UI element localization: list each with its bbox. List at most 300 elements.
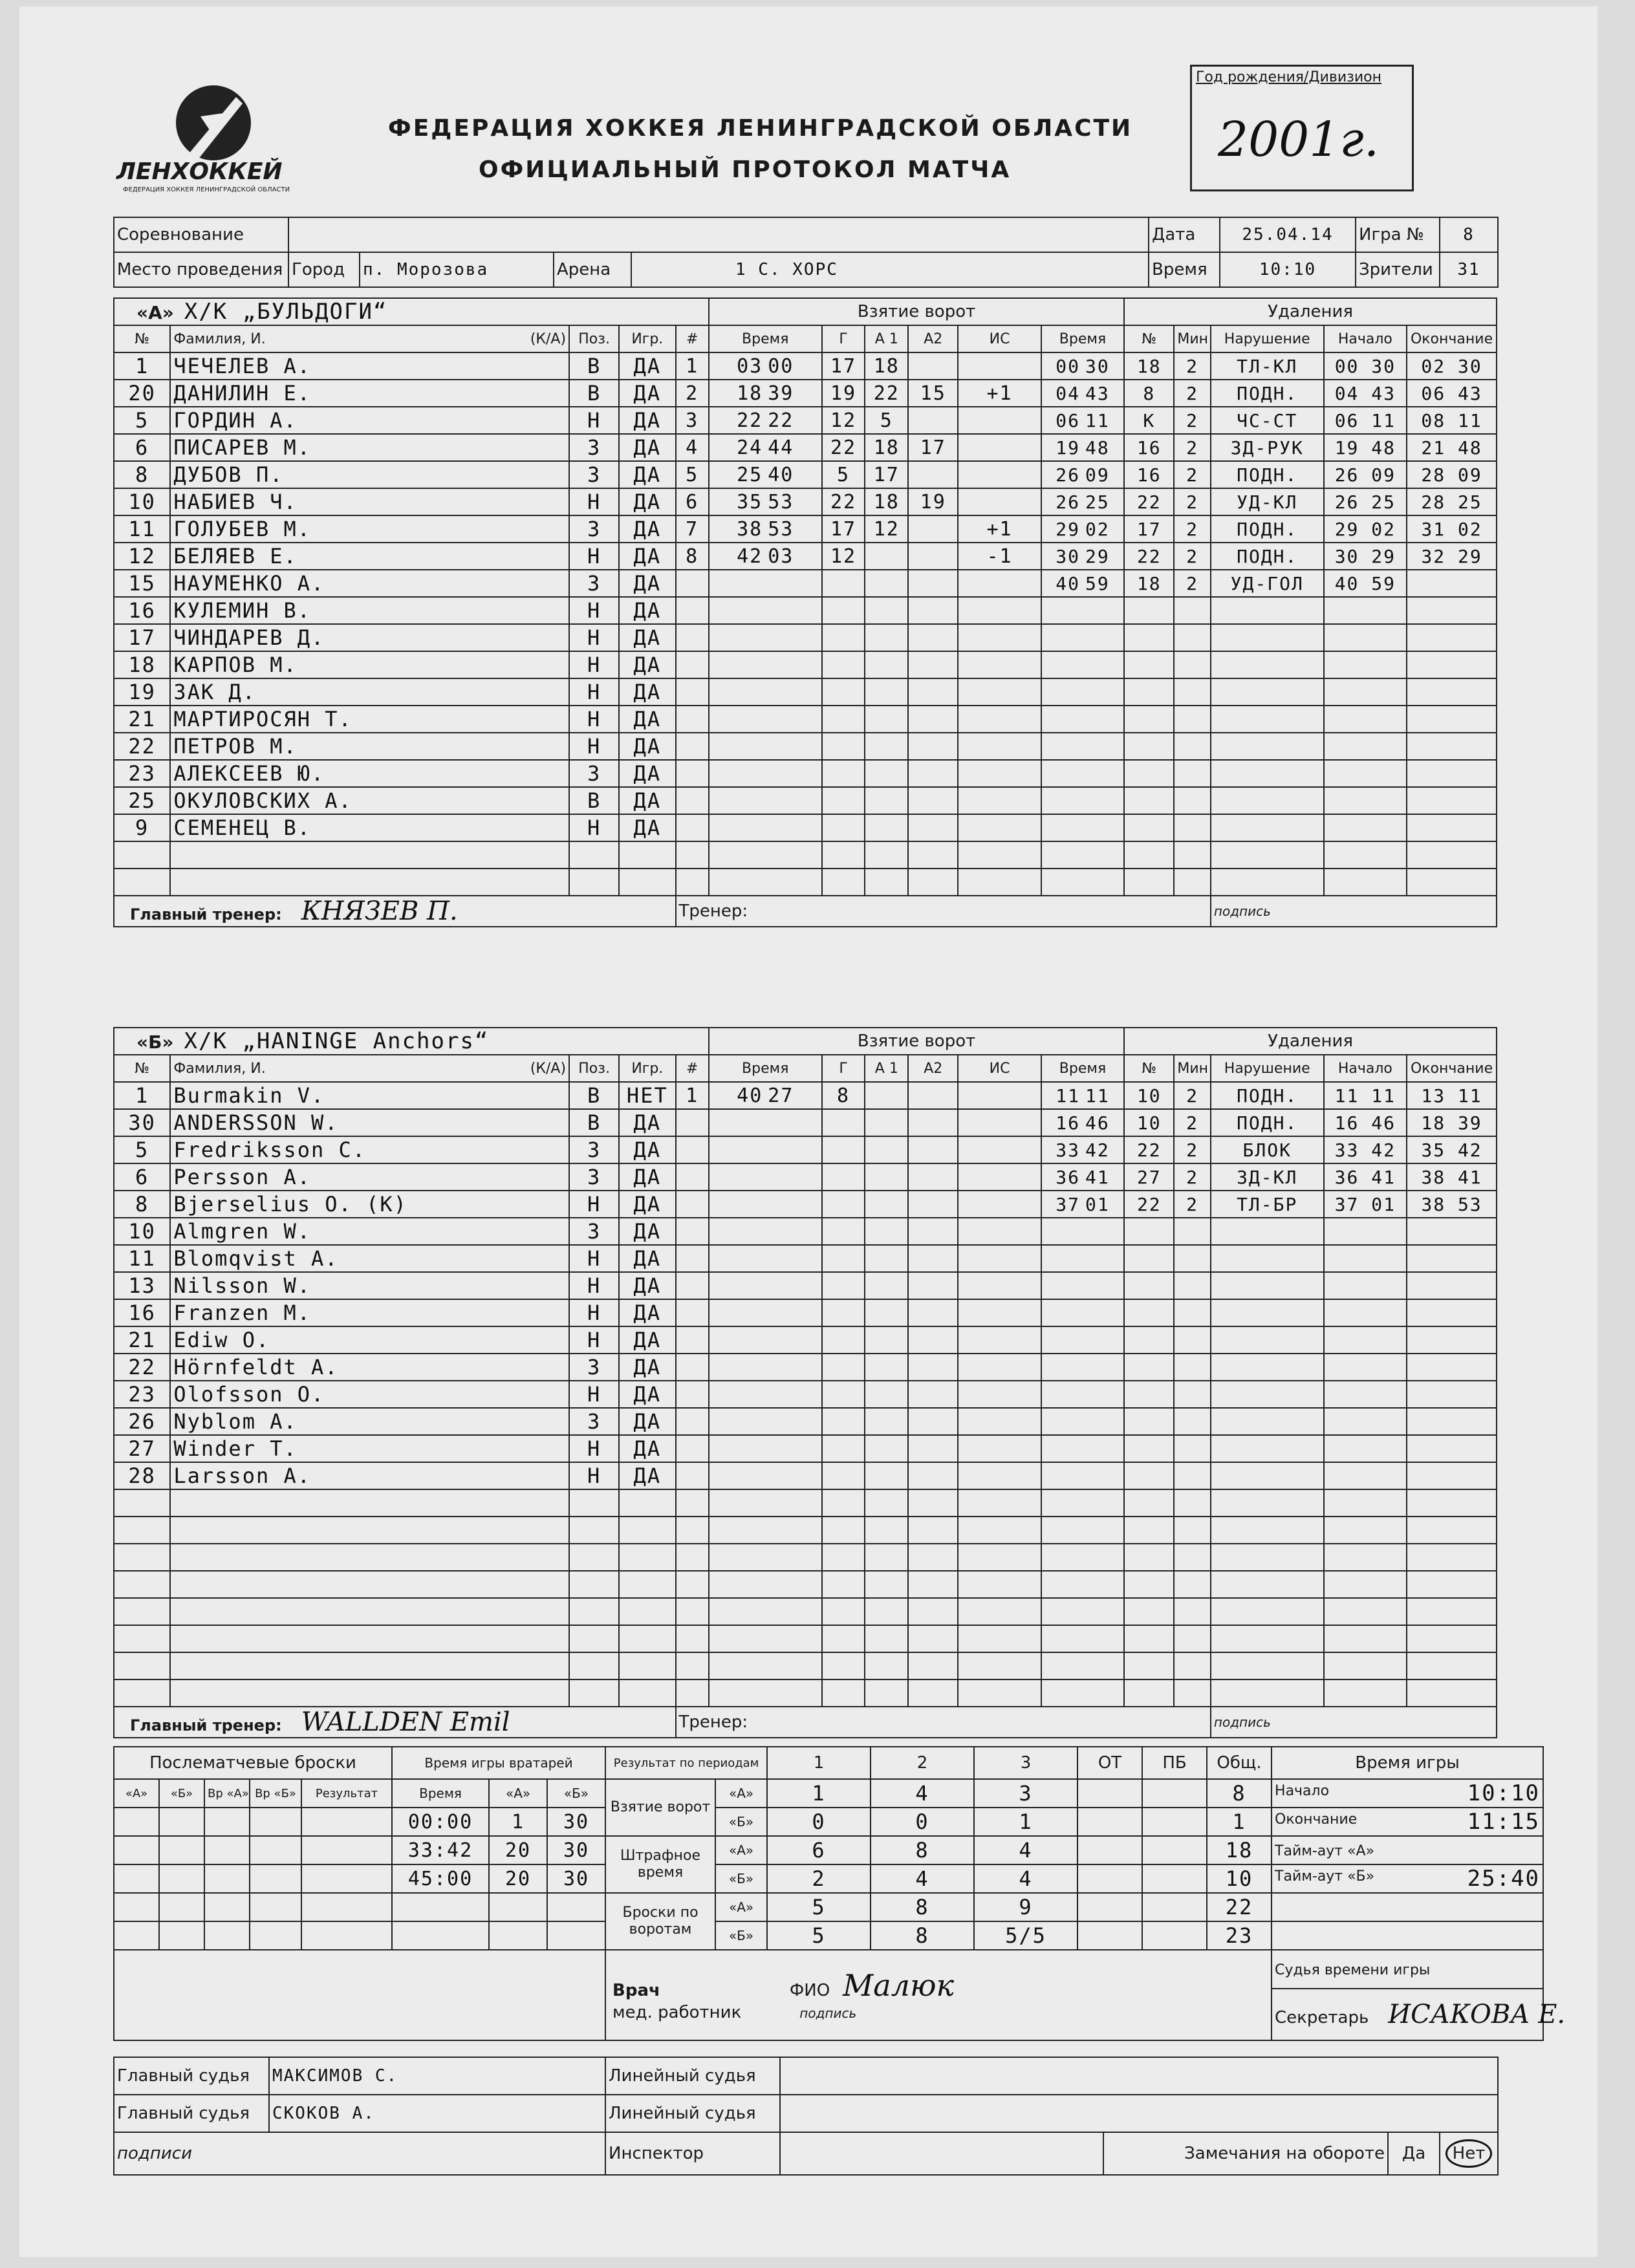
pen-start — [1324, 1326, 1407, 1354]
goal-assist2 — [908, 1517, 958, 1544]
pen-player — [1124, 706, 1174, 733]
player-position — [569, 1598, 619, 1625]
goal-assist1 — [865, 624, 908, 651]
player-name — [170, 1489, 569, 1517]
goal-time — [709, 706, 822, 733]
player-number: 12 — [114, 543, 170, 570]
goal-assist1 — [865, 1245, 908, 1272]
goal-assist1 — [865, 597, 908, 624]
player-number — [114, 869, 170, 896]
goal-scorer — [822, 1462, 865, 1489]
shootout-label: Послематчевые броски — [114, 1747, 392, 1779]
summary-value — [1077, 1921, 1142, 1950]
goal-assist1: 17 — [865, 461, 908, 488]
player-position: Н — [569, 1381, 619, 1408]
pen-end — [1407, 1571, 1497, 1598]
player-number: 28 — [114, 1462, 170, 1489]
gk-cell: 20 — [489, 1836, 547, 1864]
player-number — [114, 1679, 170, 1707]
gk-time-label: Время игры вратарей — [392, 1747, 605, 1779]
goal-assist2 — [908, 1163, 958, 1191]
goal-scorer: 17 — [822, 352, 865, 380]
pen-time — [1041, 434, 1125, 461]
pen-time — [1041, 1082, 1125, 1109]
goal-assist2 — [908, 1299, 958, 1326]
goal-assist2 — [908, 1381, 958, 1408]
goal-num — [676, 1136, 709, 1163]
player-position — [569, 1571, 619, 1598]
pen-infraction: УД-КЛ — [1211, 488, 1324, 515]
player-name: КАРПОВ М. — [170, 651, 569, 678]
goal-time — [709, 1462, 822, 1489]
team_a-name: Х/К „БУЛЬДОГИ“ — [184, 299, 388, 325]
goal-situation — [958, 597, 1041, 624]
player-name: ANDERSSON W. — [170, 1109, 569, 1136]
game-time-cell — [1272, 1836, 1543, 1864]
pen-minutes — [1174, 597, 1211, 624]
goal-situation — [958, 1354, 1041, 1381]
goal-scorer — [822, 1191, 865, 1218]
shootout-cell — [204, 1921, 250, 1950]
player-number — [114, 1652, 170, 1679]
pen-end: 13 11 — [1407, 1082, 1497, 1109]
player-position: З — [569, 760, 619, 787]
goal-situation — [958, 1381, 1041, 1408]
team_a-row — [114, 434, 1497, 461]
goal-num — [676, 1489, 709, 1517]
pen-player: 8 — [1124, 380, 1174, 407]
pen-end — [1407, 1354, 1497, 1381]
summary-group-label: Броски по воротам — [605, 1893, 715, 1950]
goal-num — [676, 1435, 709, 1462]
remarks-label: Замечания на обороте — [1103, 2132, 1388, 2175]
doctor-signature-label: подпись — [799, 2005, 857, 2021]
player-name — [170, 1544, 569, 1571]
pen-minutes — [1174, 624, 1211, 651]
pen-end: 18 39 — [1407, 1109, 1497, 1136]
player-played — [619, 1544, 675, 1571]
goal-assist1: 18 — [865, 488, 908, 515]
goal-num — [676, 1544, 709, 1571]
pen-infraction — [1211, 1489, 1324, 1517]
team_a-head-coach-cell — [114, 896, 676, 927]
summary-value: 8 — [871, 1921, 974, 1950]
pen-time — [1041, 1462, 1125, 1489]
goal-num — [676, 1109, 709, 1136]
player-number: 25 — [114, 787, 170, 814]
competition-value — [288, 217, 1149, 252]
year-value: 2001г. — [1218, 112, 1380, 167]
goal-num — [676, 678, 709, 706]
shootout-col-1: «Б» — [159, 1779, 204, 1808]
goal-num — [676, 733, 709, 760]
pen-time — [1041, 1625, 1125, 1652]
goal-situation — [958, 1462, 1041, 1489]
team_b-head-coach-label: Главный тренер: — [130, 1716, 282, 1734]
pen-minutes — [1174, 841, 1211, 869]
summary-value: 23 — [1207, 1921, 1272, 1950]
goal-num — [676, 1381, 709, 1408]
team_a-col-name — [170, 325, 569, 352]
pen-infraction — [1211, 1462, 1324, 1489]
shootout-cell — [114, 1864, 159, 1893]
spectators-value: 31 — [1440, 252, 1498, 287]
pen-minutes — [1174, 1381, 1211, 1408]
player-played: ДА — [619, 1163, 675, 1191]
player-name: ДАНИЛИН Е. — [170, 380, 569, 407]
goal-min: 42 — [737, 545, 763, 568]
goal-assist2 — [908, 1625, 958, 1652]
pen-end — [1407, 787, 1497, 814]
time-label: Время — [1149, 252, 1220, 287]
pen-time — [1041, 760, 1125, 787]
player-name: Blomqvist A. — [170, 1245, 569, 1272]
team_b-col-goal-time: Время — [709, 1055, 822, 1082]
pen-end — [1407, 1218, 1497, 1245]
summary-value: 5/5 — [974, 1921, 1077, 1950]
pen-infraction: БЛОК — [1211, 1136, 1324, 1163]
goal-assist1: 5 — [865, 407, 908, 434]
goal-time — [709, 1326, 822, 1354]
pen-infraction: УД-ГОЛ — [1211, 570, 1324, 597]
pen-player — [1124, 1544, 1174, 1571]
team_a-row — [114, 651, 1497, 678]
goal-assist2 — [908, 1191, 958, 1218]
summary-value — [1077, 1836, 1142, 1864]
shootout-cell — [159, 1808, 204, 1836]
goal-situation — [958, 787, 1041, 814]
summary-value — [1142, 1921, 1207, 1950]
goal-scorer — [822, 706, 865, 733]
pen-infraction — [1211, 651, 1324, 678]
pen-player: 27 — [1124, 1163, 1174, 1191]
summary-value: 18 — [1207, 1836, 1272, 1864]
goal-assist1 — [865, 787, 908, 814]
goal-scorer: 22 — [822, 488, 865, 515]
goal-assist1 — [865, 1408, 908, 1435]
player-played: ДА — [619, 597, 675, 624]
player-played: ДА — [619, 515, 675, 543]
goal-situation — [958, 1109, 1041, 1136]
goal-num — [676, 1326, 709, 1354]
goal-situation — [958, 1326, 1041, 1354]
goal-assist2 — [908, 787, 958, 814]
player-number — [114, 1571, 170, 1598]
summary-group-label: Взятие ворот — [605, 1779, 715, 1836]
player-number — [114, 841, 170, 869]
team_b-name-cell — [114, 1028, 709, 1055]
player-played: ДА — [619, 1354, 675, 1381]
goal-situation — [958, 1272, 1041, 1299]
player-played: ДА — [619, 434, 675, 461]
pen-end — [1407, 651, 1497, 678]
player-number: 16 — [114, 597, 170, 624]
summary-team: «Б» — [715, 1808, 767, 1836]
pen-player — [1124, 1408, 1174, 1435]
player-played: ДА — [619, 1381, 675, 1408]
pen-infraction: ПОДН. — [1211, 461, 1324, 488]
team_a-col-pen-num: № — [1124, 325, 1174, 352]
player-name: Ediw O. — [170, 1326, 569, 1354]
player-played: ДА — [619, 380, 675, 407]
pen-min-part: 30 — [1056, 545, 1081, 567]
goal-assist1 — [865, 1191, 908, 1218]
player-position: Н — [569, 597, 619, 624]
pen-end — [1407, 706, 1497, 733]
pen-sec-part: 02 — [1085, 518, 1110, 540]
pen-sec-part: 43 — [1085, 382, 1110, 404]
player-played: ДА — [619, 1408, 675, 1435]
pen-time — [1041, 1544, 1125, 1571]
goal-time — [709, 1191, 822, 1218]
pen-end — [1407, 814, 1497, 841]
player-name: Winder T. — [170, 1435, 569, 1462]
pen-end: 38 41 — [1407, 1163, 1497, 1191]
pen-start — [1324, 787, 1407, 814]
pen-player — [1124, 1598, 1174, 1625]
player-position: Н — [569, 1272, 619, 1299]
goal-assist1 — [865, 678, 908, 706]
goal-time — [709, 1544, 822, 1571]
game-value: 8 — [1440, 217, 1498, 252]
shootout-col-2: Вр «А» — [204, 1779, 250, 1808]
shootout-cell — [114, 1836, 159, 1864]
pen-minutes — [1174, 1272, 1211, 1299]
goal-scorer — [822, 1109, 865, 1136]
competition-label: Соревнование — [114, 217, 288, 252]
goal-sec: 40 — [768, 463, 794, 486]
pen-minutes — [1174, 1408, 1211, 1435]
team_a-row — [114, 597, 1497, 624]
player-position: Н — [569, 624, 619, 651]
game-time-cell — [1272, 1921, 1543, 1950]
pen-time — [1041, 1408, 1125, 1435]
spectators-label: Зрители — [1356, 252, 1440, 287]
goal-assist1 — [865, 1571, 908, 1598]
pen-end — [1407, 1245, 1497, 1272]
pen-start — [1324, 1679, 1407, 1707]
goal-situation — [958, 1299, 1041, 1326]
player-number: 6 — [114, 434, 170, 461]
pen-minutes — [1174, 651, 1211, 678]
shootout-cell — [159, 1893, 204, 1921]
goal-num: 6 — [676, 488, 709, 515]
protocol-title: ОФИЦИАЛЬНЫЙ ПРОТОКОЛ МАТЧА — [479, 157, 1012, 183]
pen-min-part: 04 — [1056, 382, 1081, 404]
timekeeper-label: Судья времени игры — [1275, 1962, 1431, 1978]
goal-assist2 — [908, 678, 958, 706]
team_b-penalties-header: Удаления — [1124, 1028, 1497, 1055]
shootout-cell — [250, 1864, 301, 1893]
goal-time — [709, 461, 822, 488]
pen-start — [1324, 760, 1407, 787]
goal-assist2 — [908, 733, 958, 760]
team_a-col-ka: (К/А) — [530, 330, 567, 347]
pen-time — [1041, 1381, 1125, 1408]
goal-assist2 — [908, 1489, 958, 1517]
pen-player: 10 — [1124, 1082, 1174, 1109]
team_b-col-a1: А 1 — [865, 1055, 908, 1082]
gk-col-2: «Б» — [547, 1779, 605, 1808]
pen-time — [1041, 1652, 1125, 1679]
goal-sec: 39 — [768, 382, 794, 405]
gk-cell — [392, 1921, 489, 1950]
team_b-row — [114, 1109, 1497, 1136]
pen-start — [1324, 597, 1407, 624]
goal-num — [676, 570, 709, 597]
player-position: З — [569, 570, 619, 597]
goal-assist1 — [865, 1082, 908, 1109]
goal-assist2 — [908, 597, 958, 624]
goal-scorer — [822, 1381, 865, 1408]
pen-minutes — [1174, 1489, 1211, 1517]
logo-text: ЛЕНХОККЕЙ — [116, 158, 283, 185]
pen-time — [1041, 1272, 1125, 1299]
pen-player: 17 — [1124, 515, 1174, 543]
pen-player: 22 — [1124, 1136, 1174, 1163]
goal-situation — [958, 733, 1041, 760]
player-name: Olofsson O. — [170, 1381, 569, 1408]
pen-time — [1041, 597, 1125, 624]
goal-num — [676, 1299, 709, 1326]
team_a-col-pen-start: Начало — [1324, 325, 1407, 352]
summary-value — [1077, 1893, 1142, 1921]
goal-num — [676, 1652, 709, 1679]
team_a-col-a2: А2 — [908, 325, 958, 352]
gk-cell — [489, 1921, 547, 1950]
player-name: Nilsson W. — [170, 1272, 569, 1299]
team_a-row — [114, 407, 1497, 434]
player-number: 8 — [114, 1191, 170, 1218]
goal-assist1 — [865, 1679, 908, 1707]
goal-situation — [958, 624, 1041, 651]
player-position: Н — [569, 733, 619, 760]
player-number: 23 — [114, 1381, 170, 1408]
pen-end — [1407, 597, 1497, 624]
pen-start — [1324, 1571, 1407, 1598]
player-name: Almgren W. — [170, 1218, 569, 1245]
goal-assist1: 18 — [865, 434, 908, 461]
player-number: 11 — [114, 1245, 170, 1272]
team_b-row — [114, 1272, 1497, 1299]
pen-player — [1124, 787, 1174, 814]
team_b-row — [114, 1218, 1497, 1245]
pen-time — [1041, 461, 1125, 488]
pen-player — [1124, 1299, 1174, 1326]
goal-assist2 — [908, 543, 958, 570]
shootout-cell — [159, 1836, 204, 1864]
goal-scorer — [822, 1354, 865, 1381]
goal-time — [709, 651, 822, 678]
player-name: Persson A. — [170, 1163, 569, 1191]
player-number — [114, 1517, 170, 1544]
summary-value — [1077, 1864, 1142, 1893]
team_a-col-pen-time: Время — [1041, 325, 1125, 352]
pen-infraction — [1211, 1272, 1324, 1299]
player-played: ДА — [619, 760, 675, 787]
goal-situation — [958, 1679, 1041, 1707]
player-position — [569, 869, 619, 896]
summary-value — [1142, 1779, 1207, 1808]
player-name: Larsson A. — [170, 1462, 569, 1489]
pen-sec-part: 30 — [1085, 355, 1110, 377]
pen-player — [1124, 1652, 1174, 1679]
pen-minutes: 2 — [1174, 461, 1211, 488]
pen-start — [1324, 624, 1407, 651]
player-position: З — [569, 1354, 619, 1381]
pen-minutes — [1174, 1652, 1211, 1679]
team_b-row — [114, 1652, 1497, 1679]
pen-player — [1124, 1517, 1174, 1544]
pen-infraction: ПОДН. — [1211, 380, 1324, 407]
game-time-label: Время игры — [1272, 1747, 1543, 1779]
summary-team: «Б» — [715, 1921, 767, 1950]
player-number: 27 — [114, 1435, 170, 1462]
player-position: Н — [569, 1326, 619, 1354]
pen-min-part: 26 — [1056, 464, 1081, 486]
goal-assist2 — [908, 1326, 958, 1354]
pen-infraction — [1211, 1354, 1324, 1381]
player-number: 22 — [114, 733, 170, 760]
goal-assist1 — [865, 570, 908, 597]
pen-time — [1041, 1163, 1125, 1191]
goal-situation — [958, 570, 1041, 597]
goal-situation — [958, 434, 1041, 461]
federation-title: ФЕДЕРАЦИЯ ХОККЕЯ ЛЕНИНГРАДСКОЙ ОБЛАСТИ — [388, 115, 1133, 142]
team_a-row — [114, 515, 1497, 543]
player-position: З — [569, 434, 619, 461]
pen-minutes — [1174, 1598, 1211, 1625]
goal-situation: -1 — [958, 543, 1041, 570]
goal-situation — [958, 841, 1041, 869]
goal-min: 03 — [737, 354, 763, 378]
player-position: З — [569, 1163, 619, 1191]
period-col-0: 1 — [767, 1747, 871, 1779]
goal-situation — [958, 1218, 1041, 1245]
player-played: ДА — [619, 1299, 675, 1326]
player-number: 10 — [114, 1218, 170, 1245]
pen-time — [1041, 1326, 1125, 1354]
pen-player — [1124, 869, 1174, 896]
shootout-cell — [114, 1893, 159, 1921]
period-col-3: ОТ — [1077, 1747, 1142, 1779]
pen-sec-part: 11 — [1085, 409, 1110, 431]
goal-assist1 — [865, 869, 908, 896]
team_b-row — [114, 1136, 1497, 1163]
pen-start — [1324, 1489, 1407, 1517]
player-name — [170, 1625, 569, 1652]
shootout-cell — [204, 1836, 250, 1864]
team_a-signature-label: подпись — [1213, 903, 1271, 919]
player-played — [619, 869, 675, 896]
pen-start — [1324, 651, 1407, 678]
goal-time — [709, 1408, 822, 1435]
player-position: Н — [569, 1462, 619, 1489]
shootout-cell — [250, 1921, 301, 1950]
pen-infraction — [1211, 597, 1324, 624]
goal-min: 40 — [737, 1084, 763, 1107]
goal-time — [709, 597, 822, 624]
pen-start — [1324, 841, 1407, 869]
pen-infraction: ПОДН. — [1211, 515, 1324, 543]
player-name: ПИСАРЕВ М. — [170, 434, 569, 461]
team_b-col-igr: Игр. — [619, 1055, 675, 1082]
game-time-cell — [1272, 1893, 1543, 1921]
goal-num — [676, 869, 709, 896]
player-position — [569, 1544, 619, 1571]
goal-time — [709, 1679, 822, 1707]
pen-start — [1324, 1354, 1407, 1381]
